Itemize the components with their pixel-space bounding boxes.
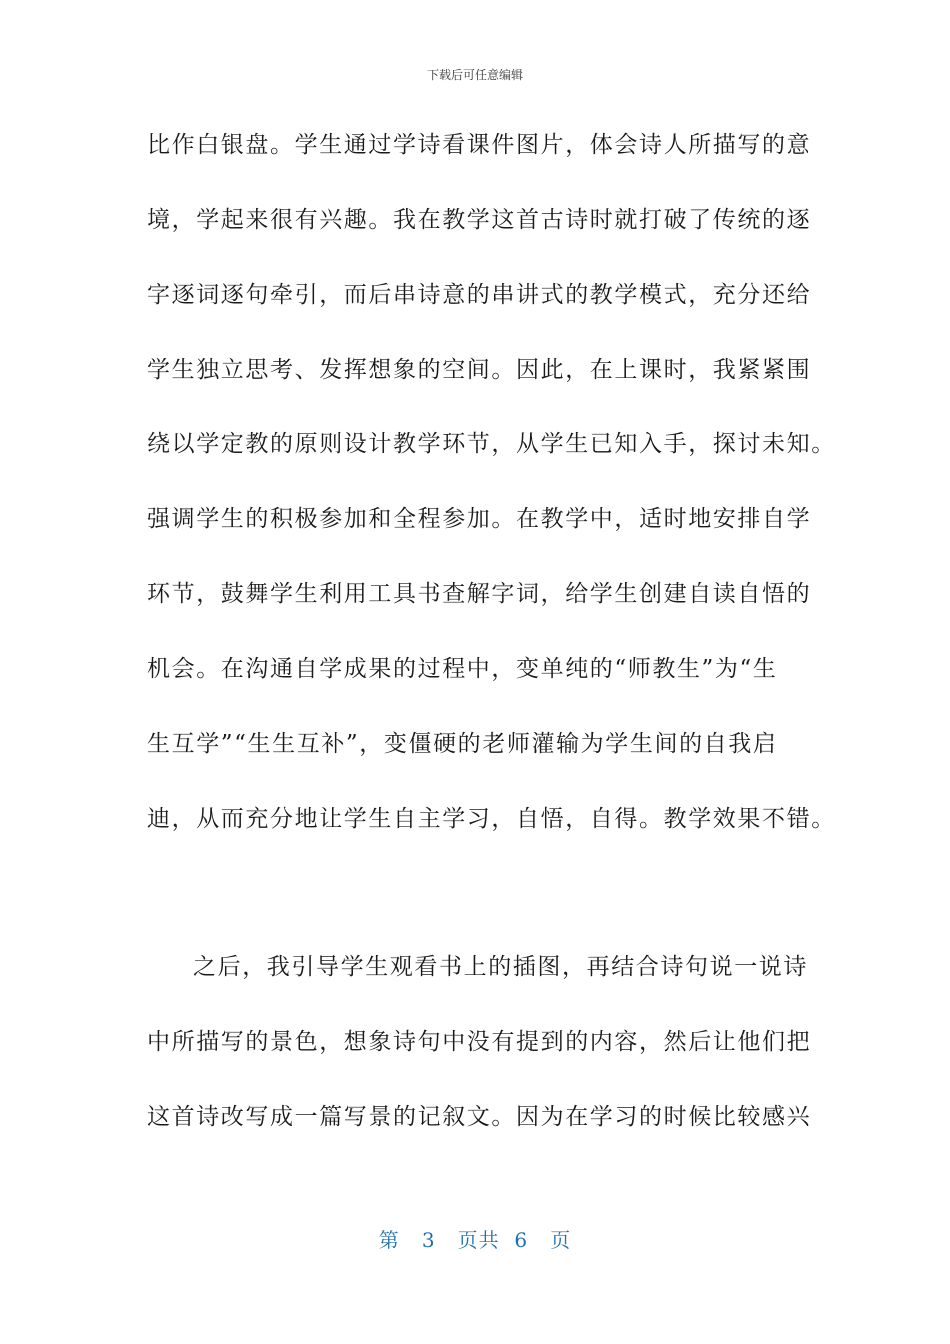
body-line: 生互学”“生生互补”，变僵硬的老师灌输为学生间的自我启 (147, 731, 778, 757)
body-line: 学生独立思考、发挥想象的空间。因此，在上课时，我紧紧围 (147, 357, 812, 383)
body-line: 这首诗改写成一篇写景的记叙文。因为在学习的时候比较感兴 (147, 1104, 812, 1130)
body-line: 字逐词逐句牵引，而后串诗意的串讲式的教学模式，充分还给 (147, 282, 812, 308)
body-line: 之后，我引导学生观看书上的插图，再结合诗句说一说诗 (193, 954, 808, 980)
page-header: 下载后可任意编辑 (426, 68, 523, 82)
body-line: 强调学生的积极参加和全程参加。在教学中，适时地安排自学 (147, 506, 812, 532)
footer-middle: 页共 (457, 1228, 500, 1252)
footer-suffix: 页 (550, 1228, 572, 1252)
body-line: 绕以学定教的原则设计教学环节，从学生已知入手，探讨未知。 (147, 431, 836, 457)
current-page-number: 3 (421, 1228, 436, 1252)
page-footer (0, 1224, 950, 1253)
body-line: 迪，从而充分地让学生自主学习，自悟，自得。教学效果不错。 (147, 806, 836, 832)
body-line: 环节，鼓舞学生利用工具书查解字词，给学生创建自读自悟的 (147, 581, 812, 607)
footer-prefix: 第 (378, 1228, 400, 1252)
body-line: 比作白银盘。学生通过学诗看课件图片，体会诗人所描写的意 (147, 132, 812, 158)
body-line: 中所描写的景色，想象诗句中没有提到的内容，然后让他们把 (147, 1029, 812, 1055)
body-line: 境，学起来很有兴趣。我在教学这首古诗时就打破了传统的逐 (147, 207, 812, 233)
total-pages-number: 6 (514, 1228, 529, 1252)
body-line: 机会。在沟通自学成果的过程中，变单纯的“师教生”为“生 (147, 656, 778, 682)
